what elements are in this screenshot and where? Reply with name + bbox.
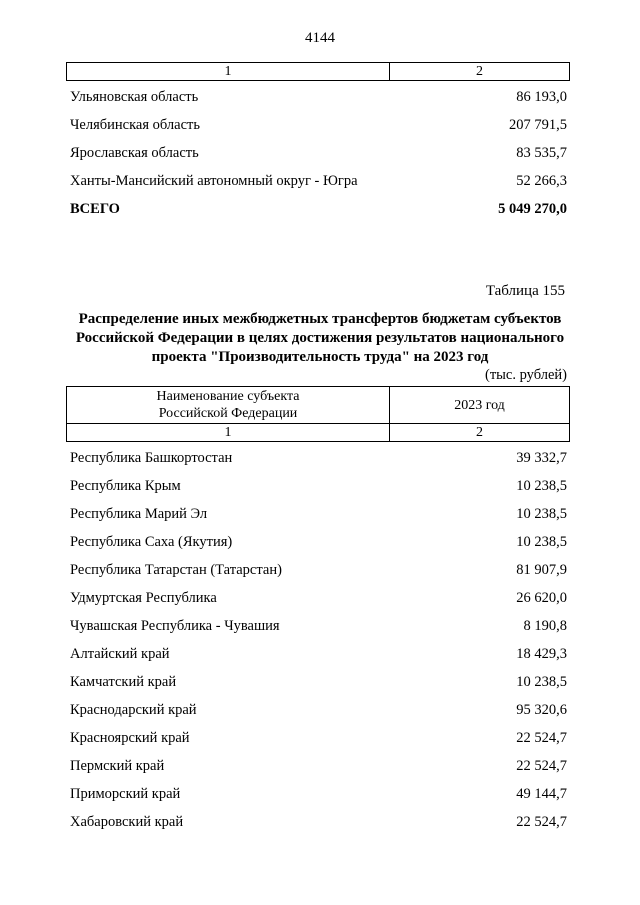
table-row bbox=[70, 701, 567, 729]
table-row bbox=[70, 673, 567, 701]
table-row bbox=[70, 172, 567, 200]
table-row bbox=[70, 589, 567, 617]
amount-value: 22 524,7 bbox=[516, 730, 567, 746]
column-number-1: 1 bbox=[67, 424, 390, 442]
region-name: Хабаровский край bbox=[70, 814, 184, 830]
column-header-subject bbox=[67, 387, 390, 424]
region-name: Алтайский край bbox=[70, 646, 170, 662]
table-row bbox=[70, 561, 567, 589]
region-name: Республика Саха (Якутия) bbox=[70, 534, 233, 550]
table-row bbox=[70, 785, 567, 813]
table-row bbox=[70, 88, 567, 116]
region-name: Красноярский край bbox=[70, 730, 190, 746]
page-number: 4144 bbox=[305, 30, 335, 46]
column-number-1: 1 bbox=[67, 63, 390, 81]
top-table-column-numbers bbox=[66, 62, 570, 81]
amount-value: 39 332,7 bbox=[516, 450, 567, 466]
table-row bbox=[70, 449, 567, 477]
top-table-rows bbox=[70, 88, 567, 228]
region-name: Ярославская область bbox=[70, 145, 199, 161]
region-name: Удмуртская Республика bbox=[70, 590, 217, 606]
amount-value: 10 238,5 bbox=[516, 674, 567, 690]
column-header-line: Наименование субъекта bbox=[156, 389, 300, 404]
table-row bbox=[70, 477, 567, 505]
table-title bbox=[60, 310, 580, 367]
table-row bbox=[70, 116, 567, 144]
table-title-line: проекта "Производительность труда" на 2023 год bbox=[151, 349, 489, 365]
amount-value: 207 791,5 bbox=[509, 117, 567, 133]
amount-value: 10 238,5 bbox=[516, 478, 567, 494]
column-number-2: 2 bbox=[390, 424, 570, 442]
region-name: Челябинская область bbox=[70, 117, 200, 133]
amount-value: 86 193,0 bbox=[516, 89, 567, 105]
region-name: Чувашская Республика - Чувашия bbox=[70, 618, 280, 634]
amount-value: 52 266,3 bbox=[516, 173, 567, 189]
region-name: Республика Башкортостан bbox=[70, 450, 233, 466]
region-name: Ульяновская область bbox=[70, 89, 199, 105]
region-name: Приморский край bbox=[70, 786, 181, 802]
amount-value: 83 535,7 bbox=[516, 145, 567, 161]
table-row bbox=[70, 533, 567, 561]
table-body bbox=[70, 449, 567, 841]
region-name: Пермский край bbox=[70, 758, 165, 774]
table-row bbox=[70, 645, 567, 673]
region-name: Ханты-Мансийский автономный округ - Югра bbox=[70, 173, 358, 189]
total-row bbox=[70, 200, 567, 228]
total-label: ВСЕГО bbox=[70, 201, 120, 217]
amount-value: 22 524,7 bbox=[516, 814, 567, 830]
table-row bbox=[70, 813, 567, 841]
table-header bbox=[66, 386, 570, 442]
amount-value: 8 190,8 bbox=[523, 618, 567, 634]
table-label: Таблица 155 bbox=[485, 283, 565, 299]
table-row bbox=[70, 617, 567, 645]
units-note: (тыс. рублей) bbox=[485, 367, 567, 383]
table-title-line: Российской Федерации в целях достижения результатов национального bbox=[75, 330, 565, 346]
column-header-year: 2023 год bbox=[390, 387, 570, 424]
table-title-line: Распределение иных межбюджетных трансфертов бюджетам субъектов bbox=[78, 311, 562, 327]
table-row bbox=[70, 144, 567, 172]
table-row bbox=[70, 505, 567, 533]
amount-value: 10 238,5 bbox=[516, 506, 567, 522]
amount-value: 49 144,7 bbox=[516, 786, 567, 802]
amount-value: 26 620,0 bbox=[516, 590, 567, 606]
amount-value: 81 907,9 bbox=[516, 562, 567, 578]
region-name: Краснодарский край bbox=[70, 702, 197, 718]
table-row bbox=[70, 757, 567, 785]
region-name: Республика Татарстан (Татарстан) bbox=[70, 562, 282, 578]
column-number-2: 2 bbox=[390, 63, 570, 81]
region-name: Республика Марий Эл bbox=[70, 506, 208, 522]
column-header-line: Российской Федерации bbox=[158, 406, 298, 421]
amount-value: 18 429,3 bbox=[516, 646, 567, 662]
total-value: 5 049 270,0 bbox=[498, 201, 567, 217]
region-name: Камчатский край bbox=[70, 674, 177, 690]
amount-value: 22 524,7 bbox=[516, 758, 567, 774]
amount-value: 95 320,6 bbox=[516, 702, 567, 718]
region-name: Республика Крым bbox=[70, 478, 181, 494]
table-row bbox=[70, 729, 567, 757]
amount-value: 10 238,5 bbox=[516, 534, 567, 550]
